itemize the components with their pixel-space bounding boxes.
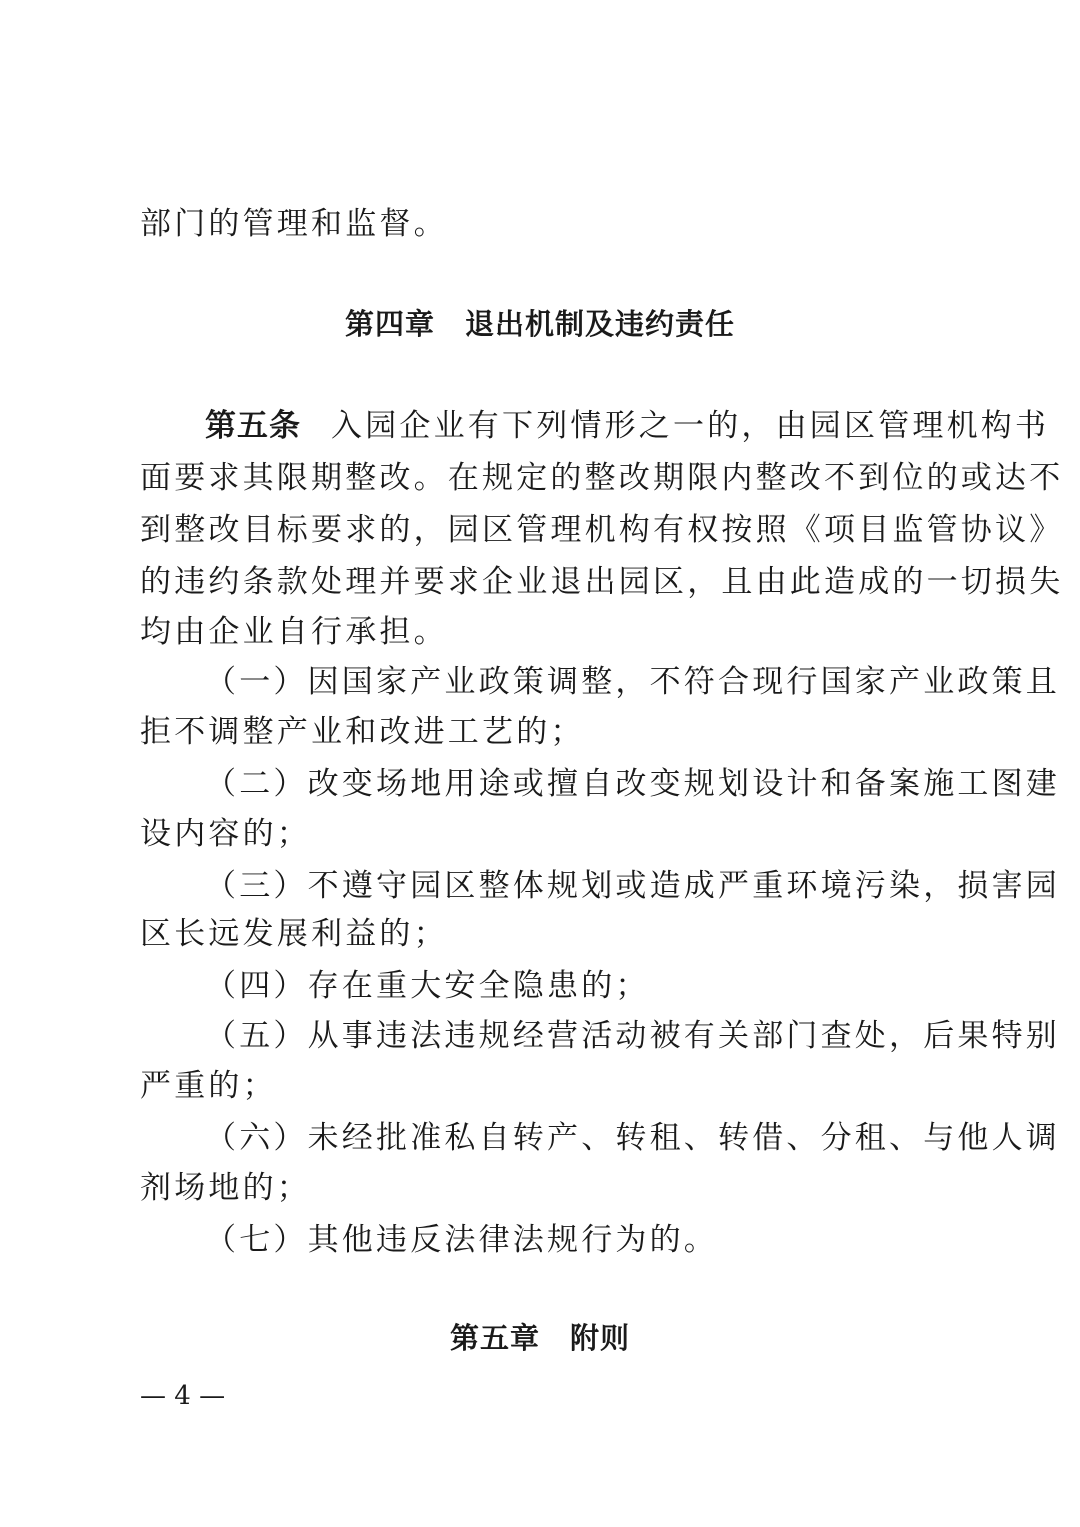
article-5-first-line bbox=[205, 406, 1050, 446]
article-5-text: 入园企业有下列情形之一的，由园区管理机构书 bbox=[331, 408, 1050, 444]
article-5-label: 第五条 bbox=[205, 408, 301, 444]
item-3-line-1: （三）不遵守园区整体规划或造成严重环境污染，损害园 bbox=[205, 868, 1060, 904]
chapter-4-heading: 第四章 退出机制及违约责任 bbox=[344, 307, 735, 341]
paragraph-continuation: 部门的管理和监督。 bbox=[140, 206, 448, 242]
item-3-line-2: 区长远发展利益的； bbox=[140, 916, 448, 952]
item-6-line-2: 剂场地的； bbox=[140, 1170, 311, 1206]
article-5-line-4: 的违约条款处理并要求企业退出园区，且由此造成的一切损失 bbox=[140, 564, 1064, 600]
chapter-5-heading: 第五章 附则 bbox=[449, 1321, 630, 1355]
article-5-line-3: 到整改目标要求的，园区管理机构有权按照《项目监管协议》 bbox=[140, 512, 1064, 548]
article-5-line-5: 均由企业自行承担。 bbox=[140, 614, 448, 650]
item-5-line-2: 严重的； bbox=[140, 1068, 277, 1104]
page-number: — 4 — bbox=[140, 1381, 226, 1411]
item-2-line-1: （二）改变场地用途或擅自改变规划设计和备案施工图建 bbox=[205, 766, 1060, 802]
item-1-line-1: （一）因国家产业政策调整，不符合现行国家产业政策且 bbox=[205, 664, 1060, 700]
item-6-line-1: （六）未经批准私自转产、转租、转借、分租、与他人调 bbox=[205, 1120, 1060, 1156]
item-4-line-1: （四）存在重大安全隐患的； bbox=[205, 968, 650, 1004]
item-5-line-1: （五）从事违法违规经营活动被有关部门查处，后果特别 bbox=[205, 1018, 1060, 1054]
item-1-line-2: 拒不调整产业和改进工艺的； bbox=[140, 714, 585, 750]
article-5-line-2: 面要求其限期整改。在规定的整改期限内整改不到位的或达不 bbox=[140, 460, 1064, 496]
item-7-line-1: （七）其他违反法律法规行为的。 bbox=[205, 1222, 718, 1258]
item-2-line-2: 设内容的； bbox=[140, 816, 311, 852]
